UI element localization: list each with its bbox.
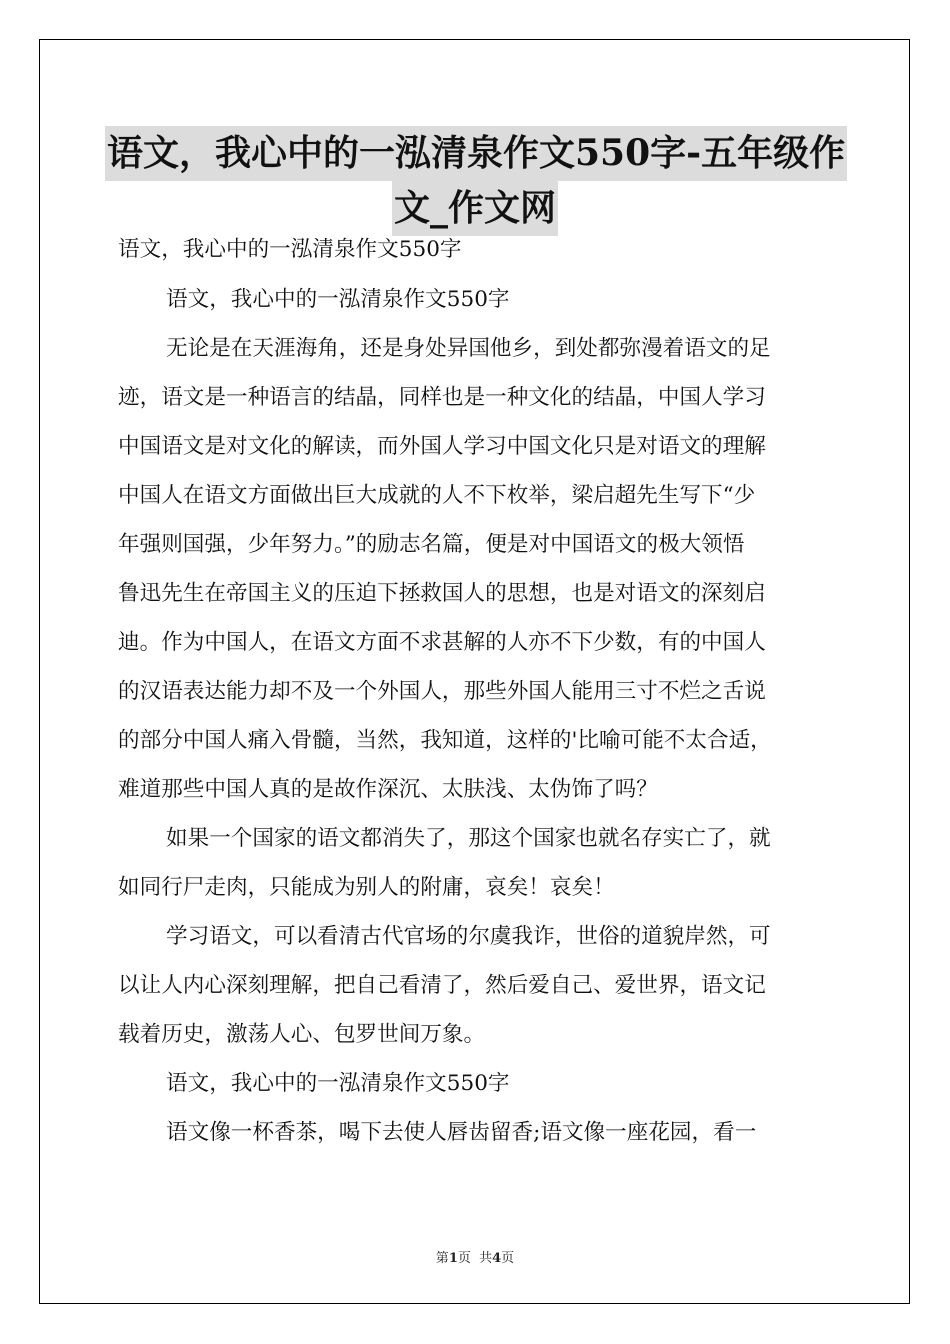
text-line: 如同行尸走肉，只能成为别人的附庸，哀矣！哀矣！ <box>118 875 615 900</box>
text-line: 难道那些中国人真的是故作深沉、太肤浅、太伪饰了吗？ <box>118 777 658 802</box>
text-line: 迹，语文是一种语言的结晶，同样也是一种文化的结晶，中国人学习 <box>118 385 766 410</box>
page-footer <box>0 1247 950 1266</box>
text-line: 语文，我心中的一泓清泉作文550字 <box>166 287 510 312</box>
text-line: 的部分中国人痛入骨髓，当然，我知道，这样的'比喻可能不太合适， <box>118 728 772 753</box>
title-line-1: 语文，我心中的一泓清泉作文550字-五年级作 <box>105 126 847 181</box>
page-mid: 页 共 <box>457 1251 493 1266</box>
text-line: 的汉语表达能力却不及一个外国人，那些外国人能用三寸不烂之舌说 <box>118 679 766 704</box>
text-line: 以让人内心深刻理解，把自己看清了，然后爱自己、爱世界，语文记 <box>118 973 766 998</box>
text-line: 语文像一杯香茶，喝下去使人唇齿留香;语文像一座花园，看一 <box>166 1120 757 1145</box>
page-current: 1 <box>448 1251 458 1266</box>
document-body <box>118 225 840 1157</box>
text-line: 如果一个国家的语文都消失了，那这个国家也就名存实亡了，就 <box>166 826 771 851</box>
text-line: 载着历史，激荡人心、包罗世间万象。 <box>118 1022 486 1047</box>
page-prefix: 第 <box>435 1251 449 1266</box>
page-total: 4 <box>492 1251 502 1266</box>
document-title <box>105 126 845 236</box>
text-line: 迪。作为中国人，在语文方面不求甚解的人亦不下少数，有的中国人 <box>118 630 766 655</box>
text-line: 中国语文是对文化的解读，而外国人学习中国文化只是对语文的理解 <box>118 434 766 459</box>
text-line: 学习语文，可以看清古代官场的尔虞我诈，世俗的道貌岸然，可 <box>166 924 771 949</box>
text-line: 鲁迅先生在帝国主义的压迫下拯救国人的思想，也是对语文的深刻启 <box>118 581 766 606</box>
text-line: 语文，我心中的一泓清泉作文550字 <box>166 1071 510 1096</box>
title-line-2: 文_作文网 <box>392 181 558 236</box>
text-line: 中国人在语文方面做出巨大成就的人不下枚举，梁启超先生写下“少 <box>118 483 756 508</box>
text-line: 无论是在天涯海角，还是身处异国他乡，到处都弥漫着语文的足 <box>166 336 771 361</box>
page-suffix: 页 <box>501 1251 515 1266</box>
text-line: 语文，我心中的一泓清泉作文550字 <box>118 237 462 262</box>
text-line: 年强则国强，少年努力。”的励志名篇，便是对中国语文的极大领悟 <box>118 532 745 557</box>
